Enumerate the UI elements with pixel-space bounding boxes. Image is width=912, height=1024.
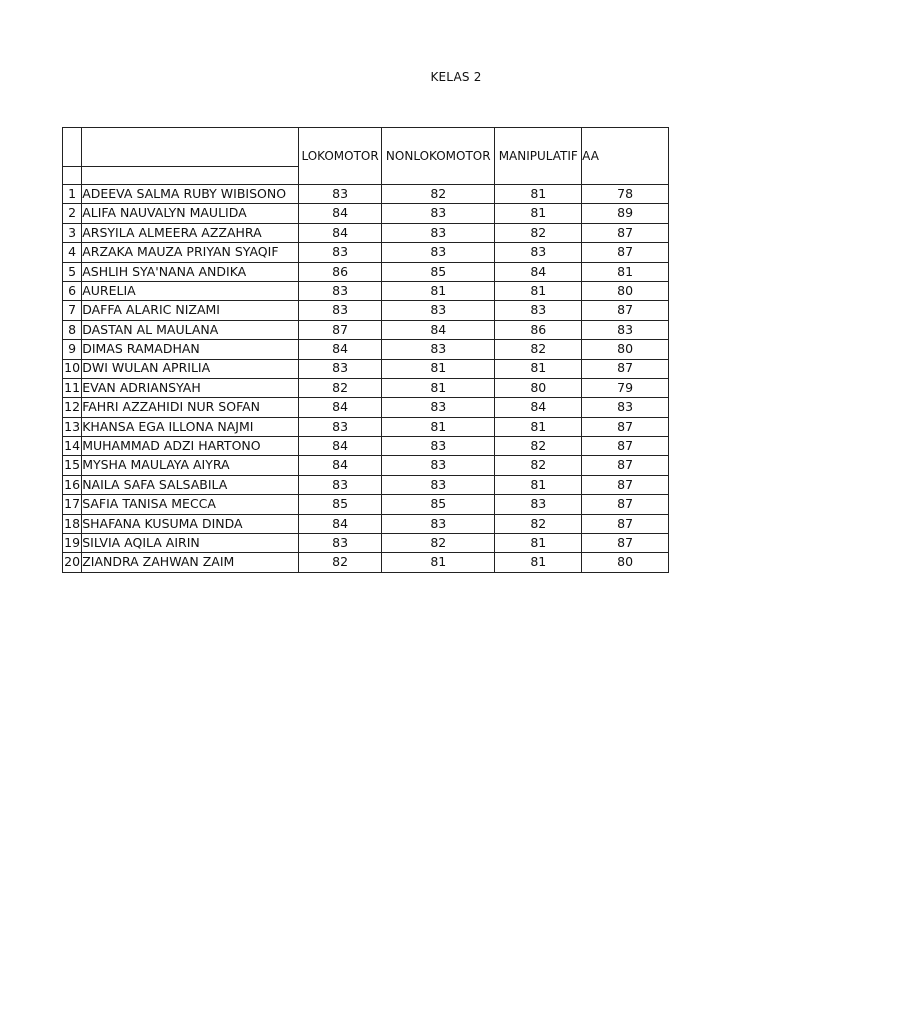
student-name: FAHRI AZZAHIDI NUR SOFAN: [82, 398, 299, 417]
row-number: 8: [63, 320, 82, 339]
cut-column-score: 81: [582, 262, 669, 281]
nonlokomotor-score: 83: [382, 243, 495, 262]
cut-column-score: 79: [582, 378, 669, 397]
row-number: 9: [63, 340, 82, 359]
manipulatif-score: 84: [495, 398, 582, 417]
row-number: 2: [63, 204, 82, 223]
table-row: [63, 456, 669, 475]
cut-column-score: 87: [582, 301, 669, 320]
row-number: 20: [63, 553, 82, 572]
lokomotor-score: 87: [298, 320, 381, 339]
manipulatif-score: 82: [495, 340, 582, 359]
manipulatif-score: 81: [495, 475, 582, 494]
cut-column-score: 87: [582, 456, 669, 475]
cut-column-score: 89: [582, 204, 669, 223]
nonlokomotor-score: 84: [382, 320, 495, 339]
lokomotor-score: 85: [298, 495, 381, 514]
table-row: [63, 185, 669, 204]
lokomotor-score: 84: [298, 437, 381, 456]
manipulatif-score: 83: [495, 301, 582, 320]
lokomotor-score: 83: [298, 301, 381, 320]
nonlokomotor-score: 83: [382, 223, 495, 242]
cut-column-score: 87: [582, 475, 669, 494]
manipulatif-score: 82: [495, 437, 582, 456]
table-row: [63, 534, 669, 553]
student-name: MUHAMMAD ADZI HARTONO: [82, 437, 299, 456]
cut-column-score: 83: [582, 320, 669, 339]
nonlokomotor-score: 81: [382, 359, 495, 378]
manipulatif-score: 86: [495, 320, 582, 339]
table-row: [63, 243, 669, 262]
manipulatif-score: 81: [495, 281, 582, 300]
row-number: 13: [63, 417, 82, 436]
cut-column-score: 87: [582, 417, 669, 436]
nonlokomotor-score: 83: [382, 398, 495, 417]
student-name: AURELIA: [82, 281, 299, 300]
student-name: SAFIA TANISA MECCA: [82, 495, 299, 514]
lokomotor-score: 82: [298, 378, 381, 397]
header-number-subcell: [63, 167, 82, 185]
student-name: SHAFANA KUSUMA DINDA: [82, 514, 299, 533]
row-number: 17: [63, 495, 82, 514]
table-row: [63, 495, 669, 514]
table-row: [63, 340, 669, 359]
table-row: [63, 320, 669, 339]
row-number: 14: [63, 437, 82, 456]
row-number: 15: [63, 456, 82, 475]
lokomotor-score: 86: [298, 262, 381, 281]
cut-column-score: 80: [582, 553, 669, 572]
lokomotor-score: 84: [298, 514, 381, 533]
table-row: [63, 437, 669, 456]
header-cut-column: AA: [582, 128, 669, 185]
row-number: 12: [63, 398, 82, 417]
manipulatif-score: 81: [495, 185, 582, 204]
row-number: 1: [63, 185, 82, 204]
table-row: [63, 204, 669, 223]
manipulatif-score: 80: [495, 378, 582, 397]
student-name: DASTAN AL MAULANA: [82, 320, 299, 339]
cut-column-score: 87: [582, 437, 669, 456]
header-row: [63, 128, 669, 167]
table-row: [63, 398, 669, 417]
lokomotor-score: 84: [298, 204, 381, 223]
page-title: KELAS 2: [430, 70, 482, 84]
nonlokomotor-score: 83: [382, 514, 495, 533]
table-row: [63, 262, 669, 281]
row-number: 16: [63, 475, 82, 494]
lokomotor-score: 84: [298, 223, 381, 242]
manipulatif-score: 82: [495, 514, 582, 533]
row-number: 3: [63, 223, 82, 242]
student-name: ASHLIH SYA'NANA ANDIKA: [82, 262, 299, 281]
cut-column-score: 87: [582, 495, 669, 514]
lokomotor-score: 83: [298, 281, 381, 300]
cut-column-score: 83: [582, 398, 669, 417]
table-row: [63, 475, 669, 494]
manipulatif-score: 83: [495, 243, 582, 262]
student-name: ZIANDRA ZAHWAN ZAIM: [82, 553, 299, 572]
manipulatif-score: 84: [495, 262, 582, 281]
table-row: [63, 359, 669, 378]
lokomotor-score: 84: [298, 456, 381, 475]
student-name: SILVIA AQILA AIRIN: [82, 534, 299, 553]
row-number: 5: [63, 262, 82, 281]
lokomotor-score: 83: [298, 185, 381, 204]
nonlokomotor-score: 83: [382, 340, 495, 359]
student-name: NAILA SAFA SALSABILA: [82, 475, 299, 494]
student-name: MYSHA MAULAYA AIYRA: [82, 456, 299, 475]
student-name: EVAN ADRIANSYAH: [82, 378, 299, 397]
cut-column-score: 80: [582, 281, 669, 300]
header-name-subcell: [82, 167, 299, 185]
student-name: DAFFA ALARIC NIZAMI: [82, 301, 299, 320]
nonlokomotor-score: 85: [382, 495, 495, 514]
row-number: 10: [63, 359, 82, 378]
cut-column-score: 80: [582, 340, 669, 359]
lokomotor-score: 84: [298, 340, 381, 359]
lokomotor-score: 83: [298, 417, 381, 436]
manipulatif-score: 81: [495, 534, 582, 553]
table-body: [63, 128, 669, 573]
manipulatif-score: 81: [495, 417, 582, 436]
table-row: [63, 514, 669, 533]
table-row: [63, 378, 669, 397]
student-name: ALIFA NAUVALYN MAULIDA: [82, 204, 299, 223]
header-manipulatif: MANIPULATIF: [495, 128, 582, 185]
nonlokomotor-score: 83: [382, 301, 495, 320]
row-number: 7: [63, 301, 82, 320]
table-row: [63, 417, 669, 436]
lokomotor-score: 83: [298, 475, 381, 494]
student-name: ADEEVA SALMA RUBY WIBISONO: [82, 185, 299, 204]
lokomotor-score: 83: [298, 534, 381, 553]
nonlokomotor-score: 83: [382, 204, 495, 223]
student-name: ARSYILA ALMEERA AZZAHRA: [82, 223, 299, 242]
cut-column-score: 78: [582, 185, 669, 204]
header-nonlokomotor: NONLOKOMOTOR: [382, 128, 495, 185]
table-row: [63, 281, 669, 300]
header-name-cell: [82, 128, 299, 167]
nonlokomotor-score: 83: [382, 475, 495, 494]
table-row: [63, 553, 669, 572]
row-number: 6: [63, 281, 82, 300]
manipulatif-score: 81: [495, 204, 582, 223]
nonlokomotor-score: 82: [382, 185, 495, 204]
nonlokomotor-score: 81: [382, 378, 495, 397]
nonlokomotor-score: 83: [382, 437, 495, 456]
table-row: [63, 223, 669, 242]
nonlokomotor-score: 81: [382, 417, 495, 436]
lokomotor-score: 82: [298, 553, 381, 572]
spreadsheet-viewport: [62, 127, 669, 570]
manipulatif-score: 83: [495, 495, 582, 514]
student-name: DIMAS RAMADHAN: [82, 340, 299, 359]
lokomotor-score: 83: [298, 243, 381, 262]
student-name: ARZAKA MAUZA PRIYAN SYAQIF: [82, 243, 299, 262]
row-number: 4: [63, 243, 82, 262]
nonlokomotor-score: 81: [382, 281, 495, 300]
row-number: 18: [63, 514, 82, 533]
student-name: KHANSA EGA ILLONA NAJMI: [82, 417, 299, 436]
cut-column-score: 87: [582, 243, 669, 262]
manipulatif-score: 81: [495, 359, 582, 378]
cut-column-score: 87: [582, 223, 669, 242]
table-row: [63, 301, 669, 320]
nonlokomotor-score: 85: [382, 262, 495, 281]
lokomotor-score: 83: [298, 359, 381, 378]
header-number-cell: [63, 128, 82, 167]
header-lokomotor: LOKOMOTOR: [298, 128, 381, 185]
nonlokomotor-score: 81: [382, 553, 495, 572]
nonlokomotor-score: 82: [382, 534, 495, 553]
grade-table: [62, 127, 669, 573]
cut-column-score: 87: [582, 534, 669, 553]
lokomotor-score: 84: [298, 398, 381, 417]
manipulatif-score: 82: [495, 456, 582, 475]
row-number: 11: [63, 378, 82, 397]
student-name: DWI WULAN APRILIA: [82, 359, 299, 378]
manipulatif-score: 81: [495, 553, 582, 572]
manipulatif-score: 82: [495, 223, 582, 242]
cut-column-score: 87: [582, 359, 669, 378]
nonlokomotor-score: 83: [382, 456, 495, 475]
row-number: 19: [63, 534, 82, 553]
cut-column-score: 87: [582, 514, 669, 533]
